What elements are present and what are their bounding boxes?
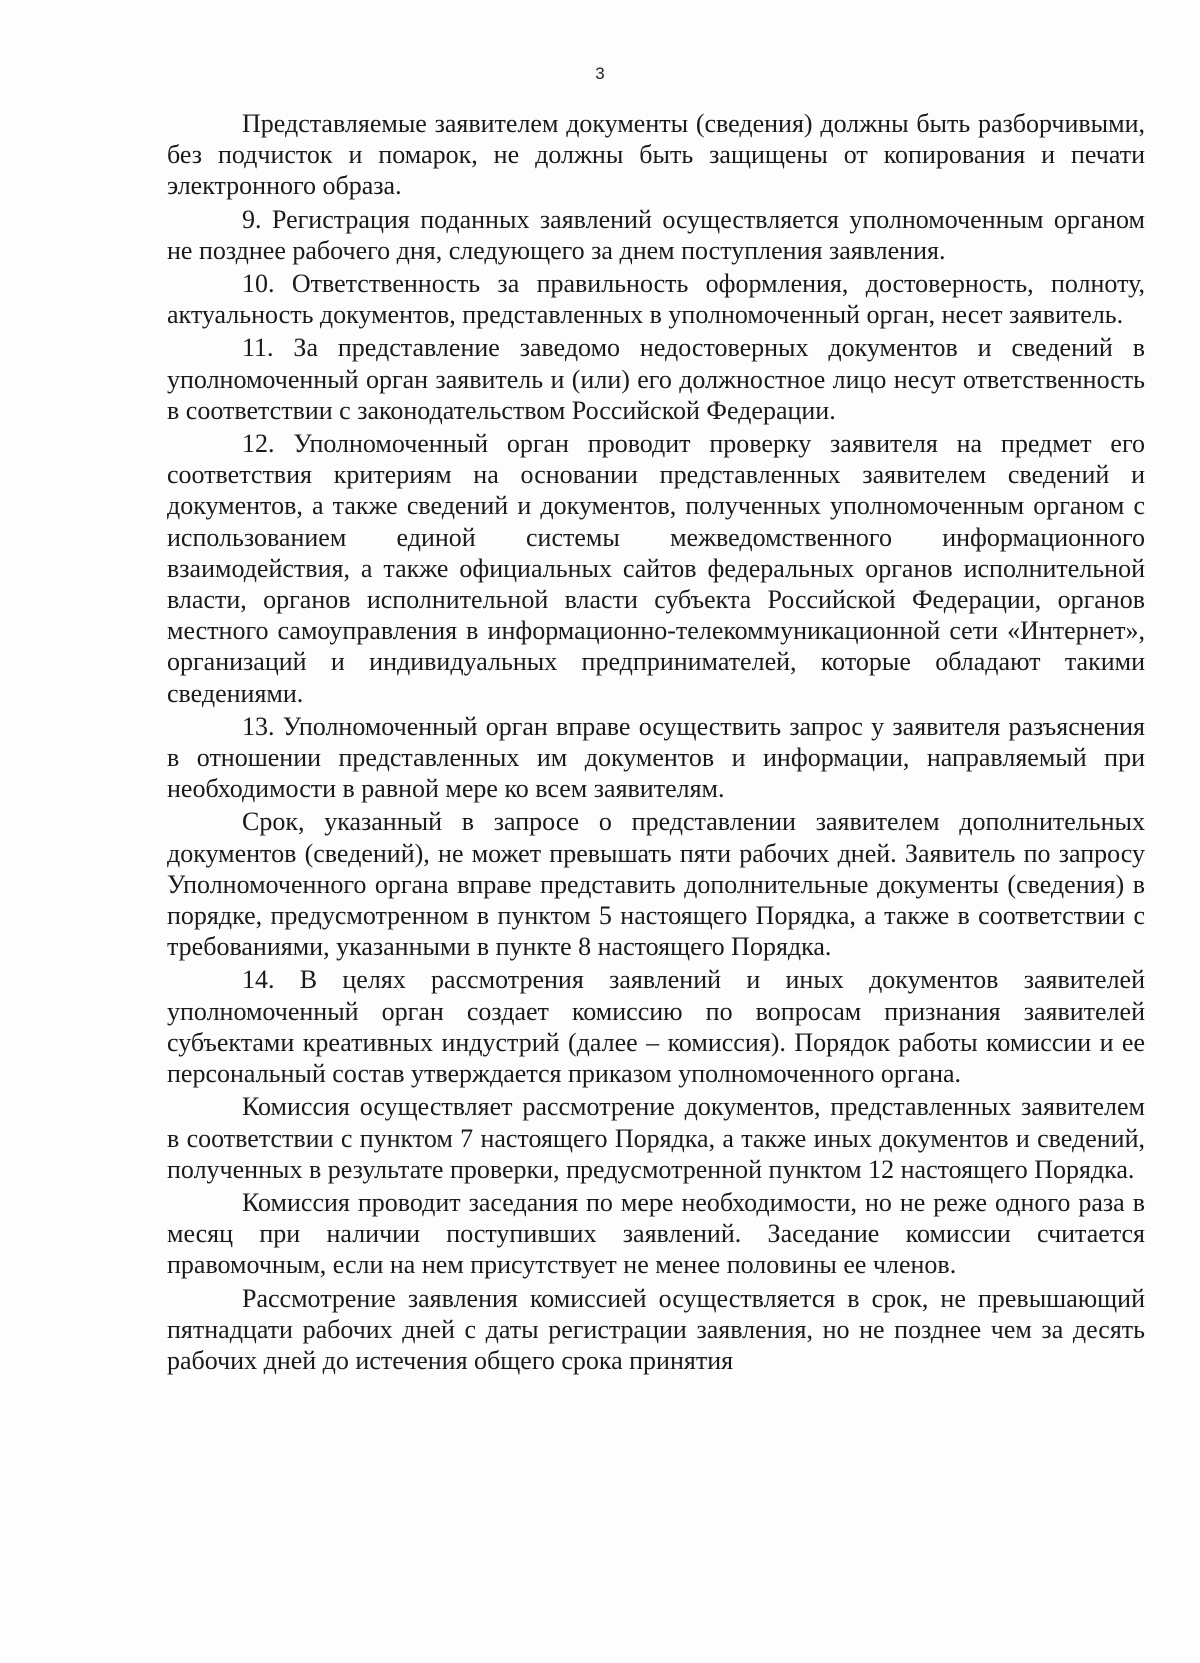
- paragraph-item-14: 14. В целях рассмотрения заявлений и иных документов заявителей уполномоченный орган создает комиссию по вопросам признания заявителей субъектами креативных индустрий (далее – комиссия). Порядок работы комиссии и ее персональный состав утверждается приказом уполномоченного органа.: [167, 965, 1145, 1089]
- document-body: [167, 108, 1145, 1378]
- paragraph-review-term: Рассмотрение заявления комиссией осуществляется в срок, не превышающий пятнадцати рабочих дней с даты регистрации заявления, но не позднее чем за десять рабочих дней до истечения общего срока принятия: [167, 1283, 1145, 1375]
- paragraph-item-9: 9. Регистрация поданных заявлений осуществляется уполномоченным органом не позднее рабочего дня, следующего за днем поступления заявления.: [167, 204, 1145, 265]
- paragraph-commission-review: Комиссия осуществляет рассмотрение документов, представленных заявителем в соответствии с пунктом 7 настоящего Порядка, а также иных документов и сведений, полученных в результате проверки, предусмотренной пунктом 12 настоящего Порядка.: [167, 1092, 1145, 1184]
- paragraph-item-12: 12. Уполномоченный орган проводит проверку заявителя на предмет его соответствия критериям на основании представленных заявителем сведений и документов, а также сведений и документов, полученных уполномоченным органом с использованием единой системы межведомственного информационного взаимодействия, а также официальных сайтов федеральных органов исполнительной власти, органов исполнительной власти субъекта Российской Федерации, органов местного самоуправления в информационно-телекоммуникационной сети «Интернет», организаций и индивидуальных предпринимателей, которые обладают такими сведениями.: [167, 429, 1145, 708]
- paragraph-documents-requirements: Представляемые заявителем документы (сведения) должны быть разборчивыми, без подчисток и помарок, не должны быть защищены от копирования и печати электронного образа.: [167, 109, 1145, 201]
- page-number: 3: [595, 64, 605, 83]
- paragraph-item-10: 10. Ответственность за правильность оформления, достоверность, полноту, актуальность документов, представленных в уполномоченный орган, несет заявитель.: [167, 269, 1145, 330]
- paragraph-item-13: 13. Уполномоченный орган вправе осуществить запрос у заявителя разъяснения в отношении представленных им документов и информации, направляемый при необходимости в равной мере ко всем заявителям.: [167, 711, 1145, 804]
- paragraph-item-13-deadline: Срок, указанный в запросе о представлении заявителем дополнительных документов (сведений), не может превышать пяти рабочих дней. Заявитель по запросу Уполномоченного органа вправе представить дополнительные документы (сведения) в порядке, предусмотренном в пунктом 5 настоящего Порядка, а также в соответствии с требованиями, указанными в пункте 8 настоящего Порядка.: [167, 807, 1145, 962]
- paragraph-commission-meetings: Комиссия проводит заседания по мере необходимости, но не реже одного раза в месяц при наличии поступивших заявлений. Заседание комиссии считается правомочным, если на нем присутствует не менее половины ее членов.: [167, 1187, 1145, 1280]
- paragraph-item-11: 11. За представление заведомо недостоверных документов и сведений в уполномоченный орган заявитель и (или) его должностное лицо несут ответственность в соответствии с законодательством Российской Федерации.: [167, 333, 1145, 425]
